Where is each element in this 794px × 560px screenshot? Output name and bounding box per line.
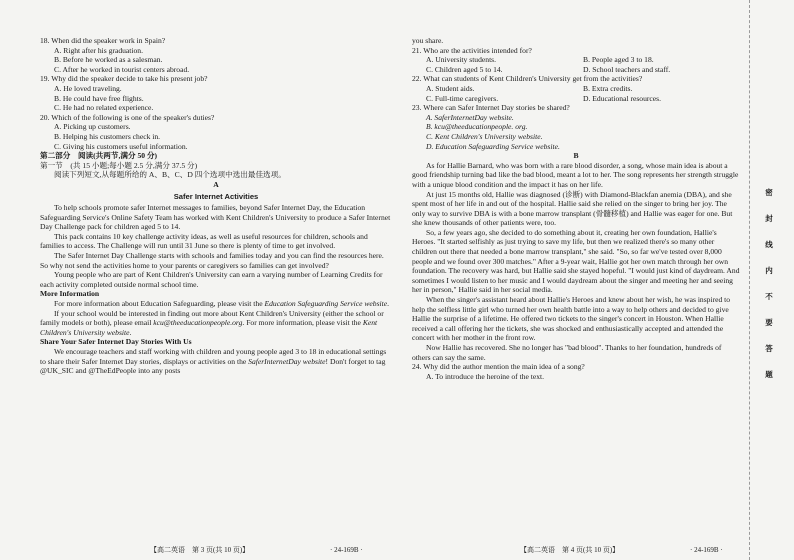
q22-option-c: C. Full-time caregivers.	[426, 93, 499, 103]
q18-question: 18. When did the speaker work in Spain?	[40, 36, 166, 45]
q22-options-row	[412, 94, 740, 104]
footer-code-right: · 24-169B ·	[690, 546, 723, 555]
safer-internet-day-link[interactable]: SaferInternetDay website	[248, 356, 326, 366]
kcu-email-link[interactable]: kcu@theeducationpeople.org	[153, 318, 243, 328]
section1-heading: 第一节 (共 15 小题;每小题 2.5 分,满分 37.5 分)	[40, 160, 198, 170]
margin-char: 内	[765, 266, 773, 275]
q19-option-b: B. He could have free flights.	[54, 93, 144, 103]
q21-option-a: A. University students.	[426, 55, 497, 65]
passage-a-paragraph: Young people who are part of Kent Children's University can earn a varying number of Learning Credits for each activity completed outside normal school time.	[40, 270, 383, 289]
q21-option-d: D. School teachers and staff.	[583, 64, 671, 74]
continuation-text: you share.	[412, 36, 444, 45]
share-text: We encourage teachers and staff working with children and young people aged 3 to 18 in educational settings to share their Safer Internet Day stories, displays or activities on the	[40, 347, 387, 366]
margin-char: 题	[765, 370, 773, 379]
more-info-text: For more information about Education Safeguarding, please visit the	[54, 299, 265, 309]
share-text: ! Don't forget to tag @UK_SIC and @TheEdPeople into any posts	[40, 356, 386, 376]
margin-char: 不	[765, 292, 773, 301]
q18-option-c: C. After he worked in tourist centers abroad.	[54, 64, 190, 74]
q21-question: 21. Who are the activities intended for?	[412, 45, 532, 55]
q23-option-b: B. kcu@theeducationpeople. org.	[426, 122, 528, 132]
more-info-heading: More Information	[40, 289, 100, 299]
q20-option-c: C. Giving his customers useful information.	[54, 141, 188, 151]
more-info-paragraph: If your school would be interested in finding out more about Kent Children's University (either the school or family models or both), please email kcu@theeducationpeople.org. For more information, please visit the Kent Children's University website.	[40, 308, 384, 337]
reading-instruction: 阅读下列短文,从每题所给的 A、B、C、D 四个选项中选出最佳选项。	[54, 170, 286, 180]
passage-b-paragraph: Now Hallie has recovered. She no longer has "bad blood". Thanks to her foundation, hundreds of others can say the same.	[412, 343, 722, 362]
q22-option-b: B. Extra credits.	[583, 83, 633, 93]
margin-char: 要	[765, 318, 773, 327]
sealing-line-text	[760, 180, 778, 388]
margin-char: 密	[765, 188, 773, 197]
left-column	[40, 36, 392, 376]
q20-question: 20. Which of the following is one of the speaker's duties?	[40, 112, 215, 122]
passage-a-title: Safer Internet Activities	[173, 191, 259, 201]
q21-options-row	[412, 65, 740, 75]
q22-question: 22. What can students of Kent Children's University get from the activities?	[412, 74, 643, 84]
q23-option-c: C. Kent Children's University website.	[426, 131, 543, 141]
q19-option-c: C. He had no related experience.	[54, 103, 154, 113]
margin-char: 线	[765, 240, 773, 249]
passage-b-paragraph: When the singer's assistant heard about Hallie's Heroes and knew about her wish, he was inspired to help the selfless little girl who turned her own health battle into a way to help others and decided to give Hallie the surprise of a lifetime. He offered two tickets to the singer's concert in Houston. When Hallie received a call offering her the tickets, she was shocked and enthusiastically accepted and attended the concert with her mother in the front row.	[412, 295, 731, 343]
q23-option-d: D. Education Safeguarding Service website.	[426, 141, 560, 151]
q18-option-a: A. Right after his graduation.	[54, 45, 143, 55]
q18-option-b: B. Before he worked as a salesman.	[54, 55, 163, 65]
right-column	[412, 36, 740, 381]
sealing-margin	[749, 0, 788, 560]
passage-a-letter: A	[213, 179, 219, 189]
q23-option-a: A. SaferInternetDay website.	[426, 112, 514, 122]
passage-a-paragraph: This pack contains 10 key challenge activity ideas, as well as useful resources for children, schools and families to access. The Challenge will run until 31 June so there is plenty of time to get involved.	[40, 231, 368, 251]
passage-a-paragraph: The Safer Internet Day Challenge starts with schools and families today and you can find the resources here. So why not send the activities home to your parents or caregivers so families can get involved?	[40, 251, 384, 270]
q22-option-d: D. Educational resources.	[583, 93, 662, 103]
footer-code-left: · 24-169B ·	[330, 546, 363, 555]
passage-b-paragraph: As for Hallie Barnard, who was born with a rare blood disorder, a song, whose main idea is about a good friendship turning bad like the bad blood, meant a lot to her. The song represents her strength struggle with a unique blood condition and the impact it has on her life.	[412, 160, 739, 189]
q20-option-a: A. Picking up customers.	[54, 122, 131, 132]
footer-page-3: 【高二英语 第 3 页(共 10 页)】	[150, 546, 250, 555]
more-info-paragraph: For more information about Education Safeguarding, please visit the Education Safeguarding Service website.	[54, 299, 390, 309]
q24-question: 24. Why did the author mention the main idea of a song?	[412, 362, 585, 372]
education-safeguarding-link[interactable]: Education Safeguarding Service website	[264, 299, 388, 309]
share-paragraph	[40, 347, 392, 376]
passage-b-paragraph: So, a few years ago, she decided to do something about it, creating her own foundation, Hallie's Heroes. "It started selfishly as just trying to save my life, but then we realized there's so many other children out there that needed a bone marrow transplant," she said. "So, so far we've tested over 8,000 people and we found over 300 matches." After a 9-year wait, Hallie got her own match through her own foundation. The recovery was hard, but Hallie said she stayed hopeful. "I would just kind of daydream. And sometimes I would listen to her music and I would daydream about the singer and meeting her and seeing her in person," Hallie said in her social media.	[412, 227, 740, 295]
part2-heading: 第二部分 阅读(共两节,满分 50 分)	[40, 151, 158, 161]
q21-option-b: B. People aged 3 to 18.	[583, 55, 654, 65]
q19-option-a: A. He loved traveling.	[54, 83, 122, 93]
passage-b-letter: B	[573, 151, 579, 161]
passage-a-paragraph: To help schools promote safer Internet messages to families, beyond Safer Internet Day, the Education Safeguarding Service's Online Safety Team has worked with Kent Children's University to produce a Safer Internet Day Challenge pack for children aged 5 to 14.	[40, 203, 391, 232]
q23-question: 23. Where can Safer Internet Day stories be shared?	[412, 103, 570, 113]
margin-char: 封	[765, 214, 773, 223]
q24-option-a: A. To introduce the heroine of the text.	[426, 371, 545, 381]
q20-option-b: B. Helping his customers check in.	[54, 131, 161, 141]
q21-option-c: C. Children aged 5 to 14.	[426, 64, 503, 74]
more-info-text: If your school would be interested in finding out more about Kent Children's University (either the school or family models or both), please email	[40, 308, 384, 328]
q22-options-row	[412, 84, 740, 94]
more-info-text: . For more information, please visit the	[242, 318, 363, 328]
kcu-website-link[interactable]: Kent Children's University website	[40, 318, 378, 337]
footer-page-4: 【高二英语 第 4 页(共 10 页)】	[520, 546, 620, 555]
margin-char: 答	[765, 344, 773, 353]
share-heading: Share Your Safer Internet Day Stories With Us	[40, 337, 192, 347]
q21-options-row	[412, 55, 740, 65]
q22-option-a: A. Student aids.	[426, 83, 475, 93]
passage-b-paragraph: At just 15 months old, Hallie was diagnosed (诊断) with Diamond-Blackfan anemia (DBA), and she spent most of her life in and out of the hospital. Hallie said she relied on the singer to bring her joy. The only way to survive DBA is with a bone marrow transplant (骨髓移植) and Hallie was eager for one. But she knew thousands of other patients were, too.	[412, 189, 733, 228]
q19-question: 19. Why did the speaker decide to take his present job?	[40, 74, 208, 84]
